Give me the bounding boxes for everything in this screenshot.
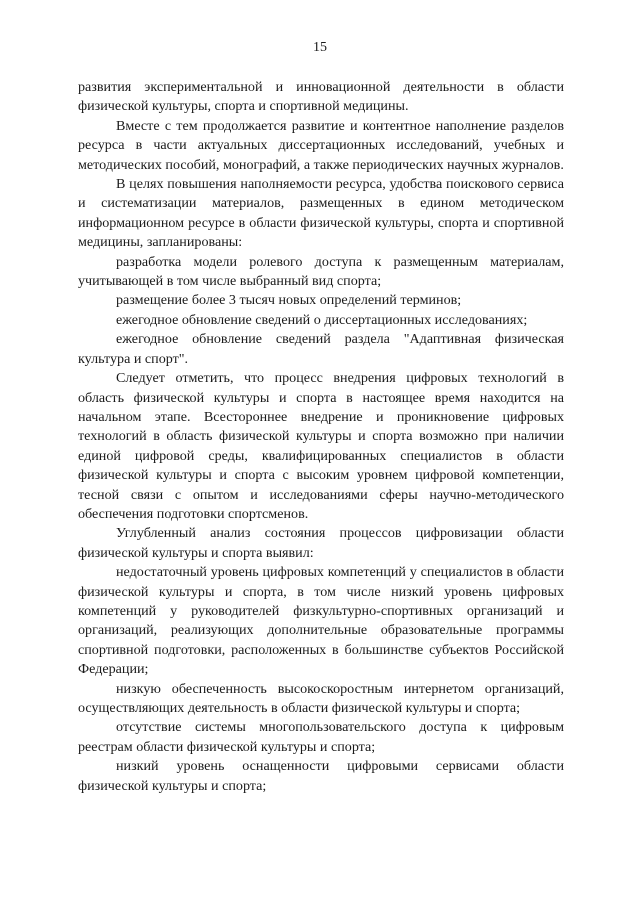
paragraph-2: Вместе с тем продолжается развитие и контентное наполнение разделов ресурса в части актуальных диссертационных исследований, учебных и методических пособий, монографий, а также периодических научных журналов. (78, 117, 564, 173)
list-item-internet: низкую обеспеченность высокоскоростным интернетом организаций, осуществляющих деятельность в области физической культуры и спорта; (78, 680, 564, 716)
page-number: 15 (313, 40, 327, 55)
list-item-role-access: разработка модели ролевого доступа к размещенным материалам, учитывающей в том числе выбранный вид спорта; (78, 253, 564, 290)
list-item-terms: размещение более 3 тысяч новых определений терминов; (116, 292, 462, 309)
document-body (78, 78, 564, 796)
paragraph-3: В целях повышения наполняемости ресурса, удобства поискового сервиса и систематизации материалов, размещенных в едином методическом информационном ресурсе в области физической культуры, спорта и спортивной медицины, запланированы: (78, 176, 564, 251)
list-item-access-system: отсутствие системы многопользовательского доступа к цифровым реестрам области физической культуры и спорта; (78, 719, 564, 755)
list-item-adaptive-section: ежегодное обновление сведений раздела "Адаптивная физическая культура и спорт". (78, 331, 564, 367)
paragraph-digital-technologies: Следует отметить, что процесс внедрения цифровых технологий в область физической культуры и спорта в настоящее время находится на начальном этапе. Всестороннее внедрение и проникновение цифровых технологий в область физической культуры и спорта возможно при наличии единой цифровой среды, квалифицированных специалистов в области физической культуры и спорта с высоким уровнем цифровой компетенции, тесной связи с опытом и исследованиями сферы научно-методического обеспечения подготовки спортсменов. (78, 370, 564, 522)
list-item-digital-services: низкий уровень оснащенности цифровыми сервисами области физической культуры и спорта; (78, 758, 564, 794)
paragraph-1: развития экспериментальной и инновационной деятельности в области физической культуры, спорта и спортивной медицины. (78, 79, 564, 115)
list-item-dissertations: ежегодное обновление сведений о диссертационных исследованиях; (116, 311, 528, 328)
paragraph-analysis: Углубленный анализ состояния процессов цифровизации области физической культуры и спорта выявил: (78, 525, 564, 561)
list-item-competencies: недостаточный уровень цифровых компетенций у специалистов в области физической культуры и спорта, в том числе низкий уровень цифровых компетенций у руководителей физкультурно-спортивных организаций и организаций, реализующих дополнительные образовательные программы спортивной подготовки, расположенных в большинстве субъектов Российской Федерации; (78, 564, 564, 678)
